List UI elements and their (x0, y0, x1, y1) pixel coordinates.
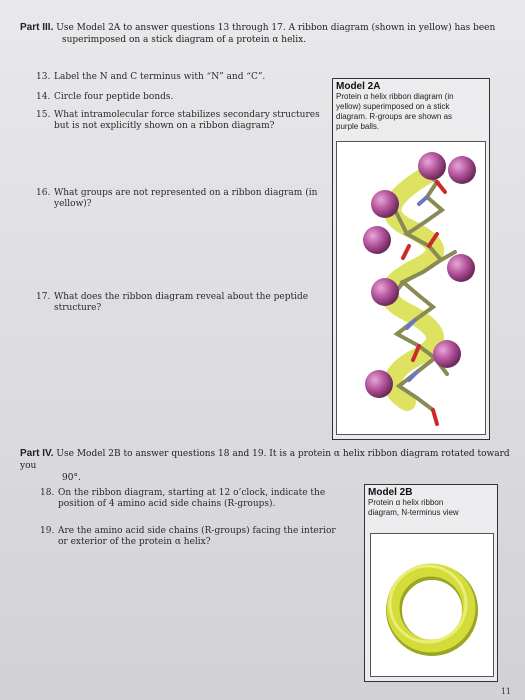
question-number: 13. (36, 72, 51, 82)
question-18 (40, 488, 340, 510)
part3-header (20, 22, 510, 46)
question-16 (36, 188, 328, 210)
r-group-ball (365, 370, 393, 398)
question-text: On the ribbon diagram, starting at 12 o’clock, indicate the (58, 488, 326, 498)
model-2b-figure (370, 533, 494, 677)
alpha-helix-end-view-ring (371, 534, 493, 676)
question-text-cont: structure? (54, 303, 102, 313)
model-2a-caption-line3: diagram. R-groups are shown as (336, 112, 453, 121)
part3-intro-line1: Use Model 2A to answer questions 13 through 17. A ribbon diagram (shown in yellow) has been (56, 23, 496, 33)
question-text: Are the amino acid side chains (R-groups) facing the interior (58, 526, 336, 536)
alpha-helix-stick-ribbon-diagram (337, 142, 485, 434)
r-group-ball (371, 278, 399, 306)
r-group-ball (363, 226, 391, 254)
r-group-ball (418, 152, 446, 180)
question-13 (36, 72, 326, 83)
model-2b-title: Model 2B (368, 487, 413, 498)
model-2b-caption-line1: Protein α helix ribbon (368, 498, 444, 507)
question-text: Circle four peptide bonds. (54, 92, 174, 102)
model-2b-box (364, 484, 498, 682)
model-2b-caption-line2: diagram, N-terminus view (368, 508, 459, 517)
part3-intro-line2: superimposed on a stick diagram of a protein α helix. (62, 35, 307, 45)
question-number: 19. (40, 526, 55, 536)
question-19 (40, 526, 345, 548)
question-17 (36, 292, 328, 314)
model-2a-title: Model 2A (336, 81, 381, 92)
r-group-ball (371, 190, 399, 218)
model-2a-box (332, 78, 490, 440)
question-text: What intramolecular force stabilizes secondary structures (54, 110, 320, 120)
question-text-cont: but is not explicitly shown on a ribbon diagram? (54, 121, 275, 131)
part4-intro-line1: Use Model 2B to answer questions 18 and 19. It is a protein α helix ribbon diagram rotated toward you (20, 449, 510, 471)
r-group-ball (433, 340, 461, 368)
question-number: 18. (40, 488, 55, 498)
part3-label: Part III. (20, 22, 54, 33)
question-text-cont: yellow)? (54, 199, 92, 209)
r-group-ball (447, 254, 475, 282)
question-text-cont: or exterior of the protein α helix? (58, 537, 211, 547)
question-number: 14. (36, 92, 51, 102)
model-2a-caption-line1: Protein α helix ribbon diagram (in (336, 92, 454, 101)
question-14 (36, 92, 326, 103)
question-text-cont: position of 4 amino acid side chains (R-groups). (58, 499, 276, 509)
model-2a-caption-line4: purple balls. (336, 122, 380, 131)
model-2a-figure (336, 141, 486, 435)
question-15 (36, 110, 336, 132)
question-text: What does the ribbon diagram reveal about the peptide (54, 292, 309, 302)
question-text: What groups are not represented on a ribbon diagram (in (54, 188, 318, 198)
part4-header (20, 448, 510, 484)
model-2a-caption-line2: yellow) superimposed on a stick (336, 102, 450, 111)
question-number: 16. (36, 188, 51, 198)
question-number: 17. (36, 292, 51, 302)
part4-intro-line2: 90°. (62, 473, 81, 483)
part4-label: Part IV. (20, 448, 54, 459)
page-number: 11 (500, 687, 511, 696)
question-text: Label the N and C terminus with “N” and “C”. (54, 72, 266, 82)
question-number: 15. (36, 110, 51, 120)
r-group-ball (448, 156, 476, 184)
